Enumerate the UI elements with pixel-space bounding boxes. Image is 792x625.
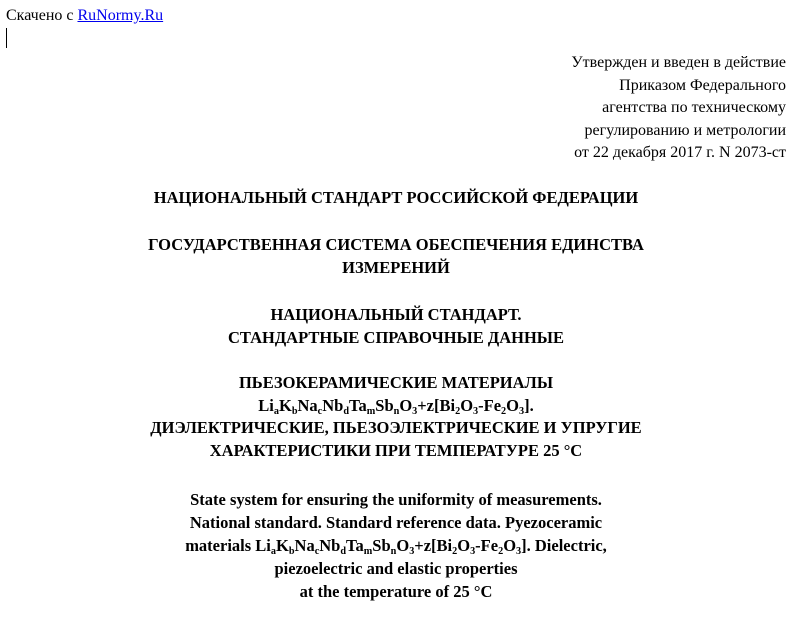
title-line: ИЗМЕРЕНИЙ: [342, 257, 450, 277]
source-link[interactable]: RuNormy.Ru: [77, 7, 164, 24]
state-system-title: [0, 234, 792, 279]
title-line: НАЦИОНАЛЬНЫЙ СТАНДАРТ РОССИЙСКОЙ ФЕДЕРАЦИИ: [153, 188, 639, 207]
text-cursor: [6, 28, 7, 48]
approval-line: Утвержден и введен в действие: [571, 54, 786, 71]
english-line: State system for ensuring the uniformity of measurements.: [190, 490, 602, 509]
materials-title: [0, 372, 792, 462]
english-line: piezoelectric and elastic properties: [274, 559, 518, 578]
title-line: СТАНДАРТНЫЕ СПРАВОЧНЫЕ ДАННЫЕ: [227, 327, 565, 347]
english-line: at the temperature of 25 °C: [299, 582, 493, 601]
approval-line: регулированию и метрологии: [584, 121, 786, 139]
reference-data-title: [0, 304, 792, 349]
approval-line: агентства по техническому: [602, 99, 786, 117]
chemical-formula: $Li_aK_bNa_cNb_dTa_mSb_nO_3+z[Bi_2O_3-Fe_2O_3]$.: [258, 395, 534, 417]
national-standard-title: [0, 187, 792, 210]
title-line: ПЬЕЗОКЕРАМИЧЕСКИЕ МАТЕРИАЛЫ: [238, 373, 554, 392]
approval-block: [571, 52, 786, 165]
source-prefix: Скачено с: [6, 7, 78, 24]
title-line: ХАРАКТЕРИСТИКИ ПРИ ТЕМПЕРАТУРЕ 25 °C: [209, 440, 583, 460]
approval-line: от 22 декабря 2017 г. N 2073-ст: [574, 144, 786, 162]
english-title: [0, 488, 792, 603]
title-line: ГОСУДАРСТВЕННАЯ СИСТЕМА ОБЕСПЕЧЕНИЯ ЕДИНСТВА: [148, 235, 644, 254]
english-formula-line: materials $Li_aK_bNa_cNb_dTa_mSb_nO_3+z[Bi_2O_3-Fe_2O_3]$. Dielectric,: [185, 536, 607, 558]
source-line: [6, 6, 163, 26]
approval-line: Приказом Федерального: [619, 76, 786, 94]
title-line: НАЦИОНАЛЬНЫЙ СТАНДАРТ.: [270, 305, 522, 324]
english-line: National standard. Standard reference data. Pyezoceramic: [189, 513, 603, 532]
title-line: ДИЭЛЕКТРИЧЕСКИЕ, ПЬЕЗОЭЛЕКТРИЧЕСКИЕ И УПРУГИЕ: [150, 418, 642, 437]
